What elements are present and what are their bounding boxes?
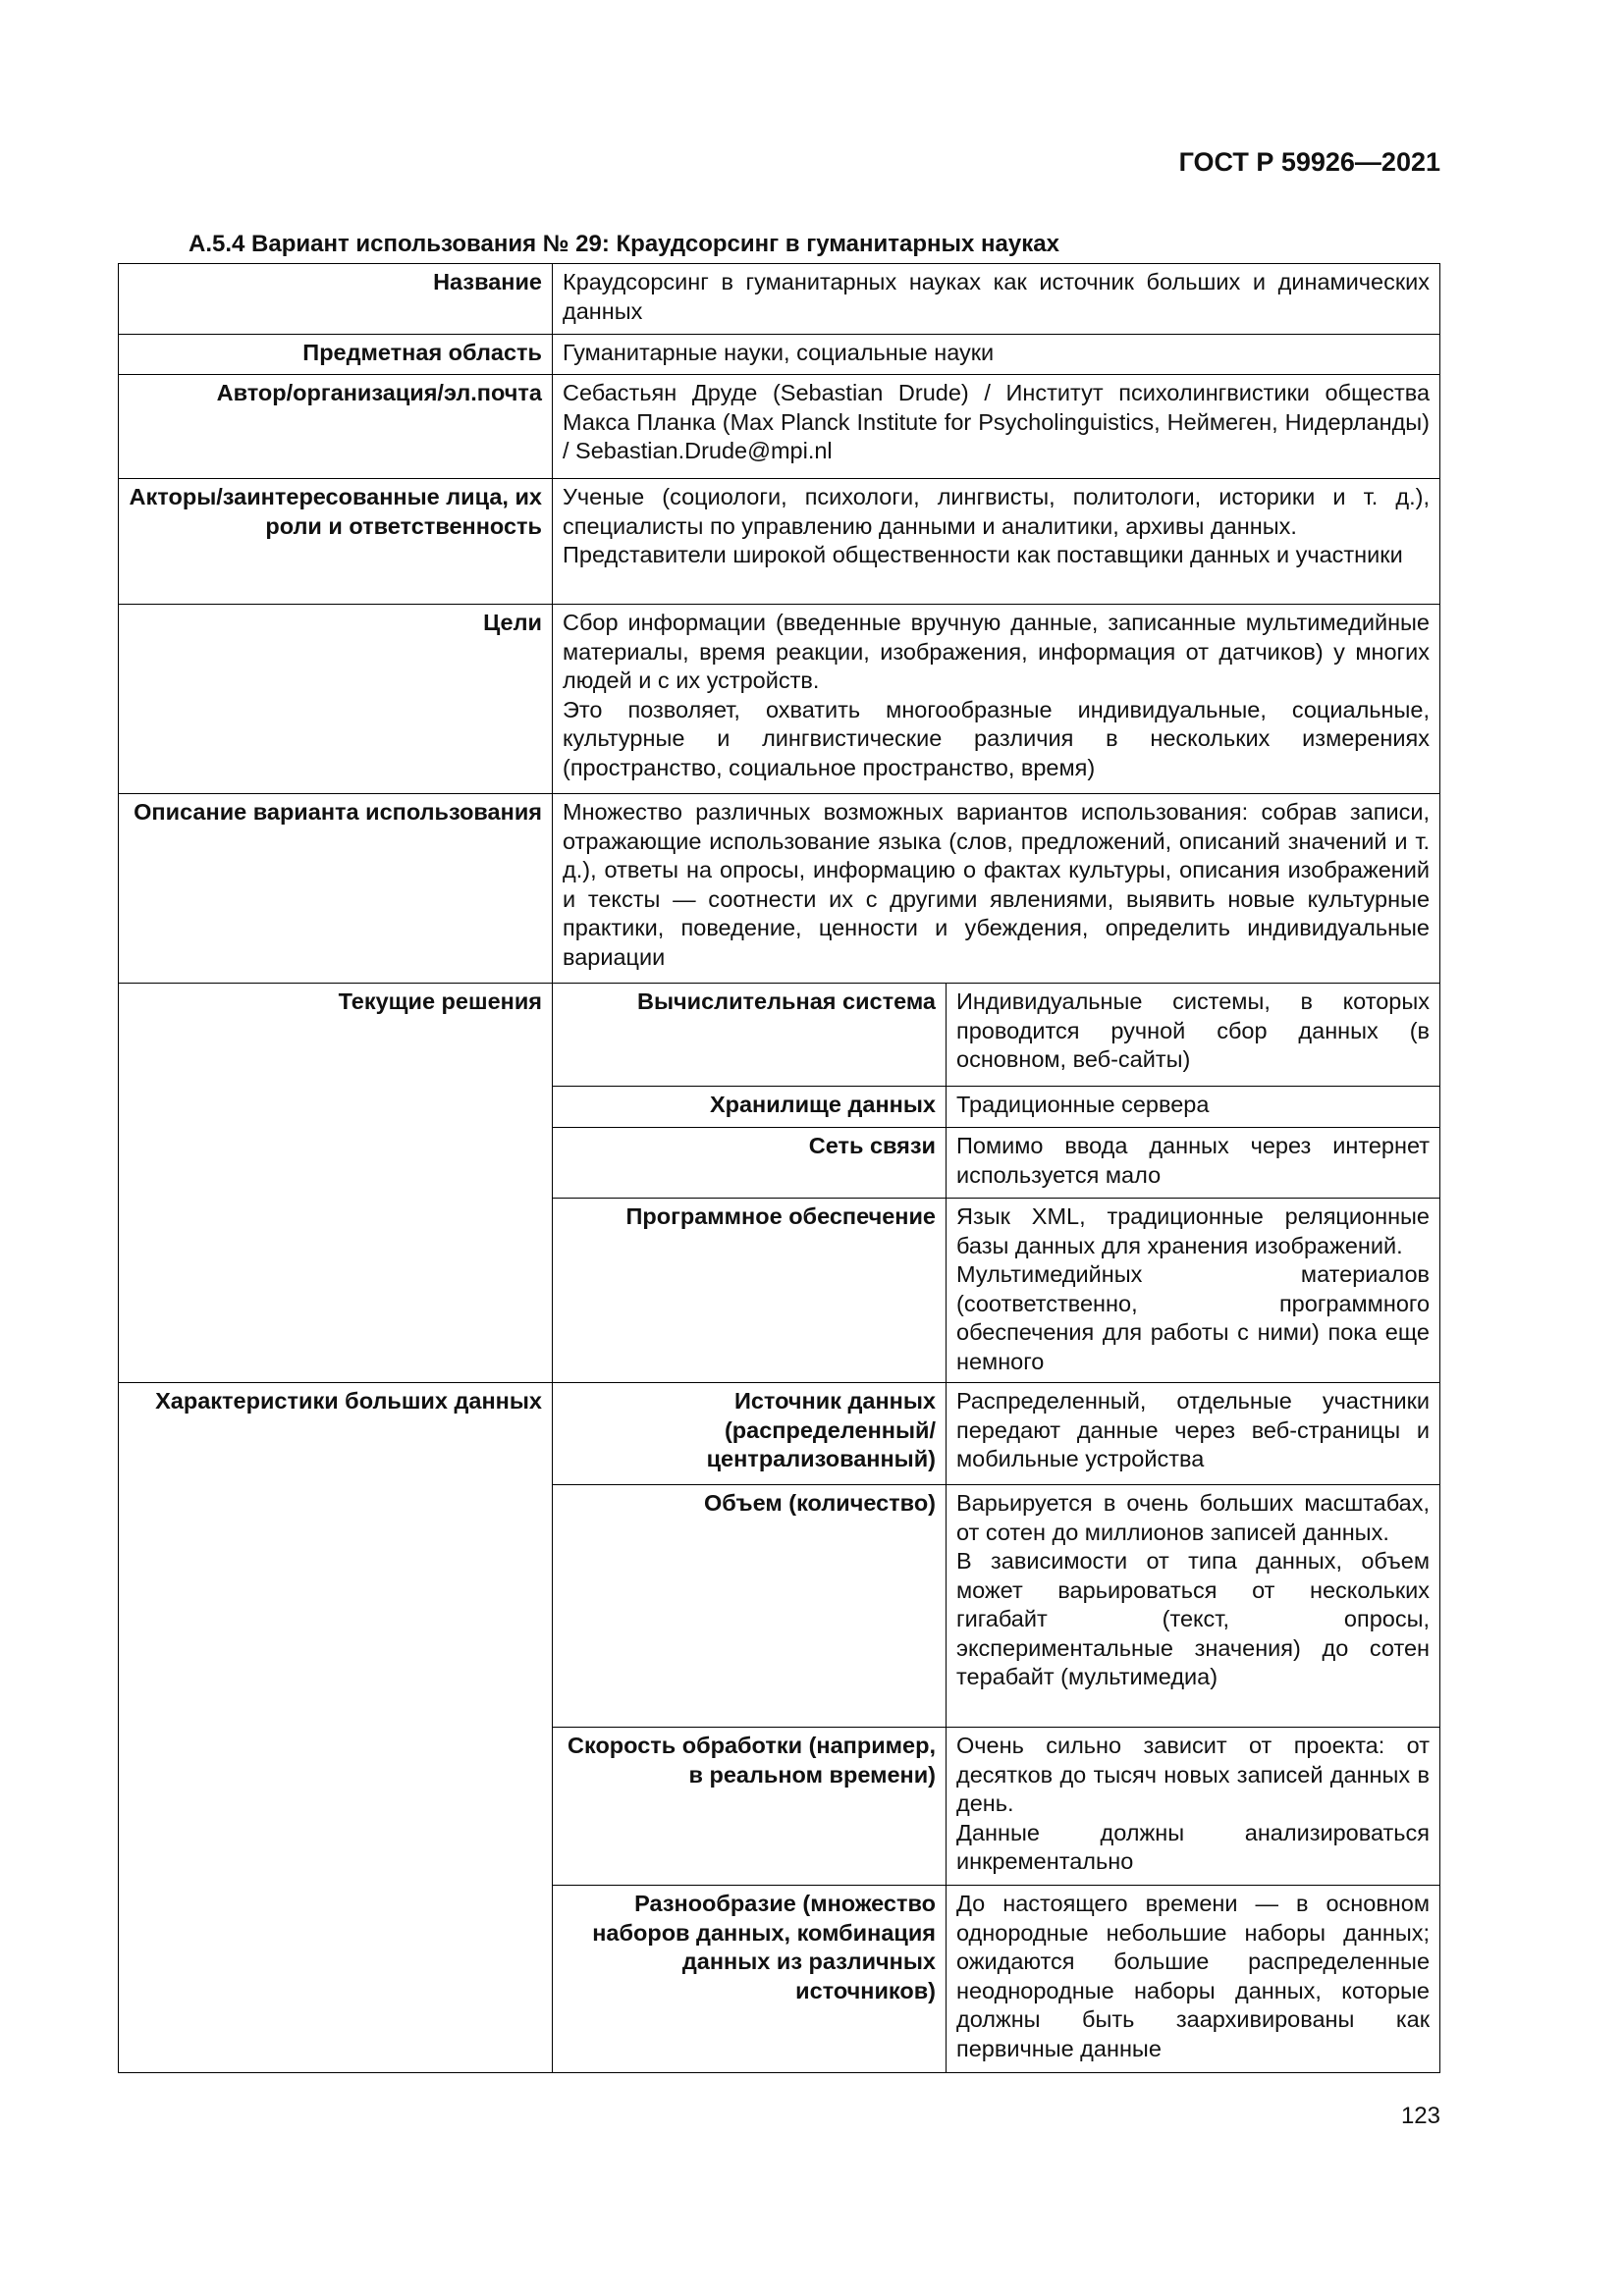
sub-row-label: Программное обеспечение	[553, 1199, 947, 1383]
row-label: Цели	[119, 605, 553, 794]
sub-row-value: Распределенный, отдельные участники передают данные через веб-страницы и мобильные устройства	[947, 1383, 1440, 1485]
sub-row-value	[947, 1728, 1440, 1886]
paragraph: Язык XML, традиционные реляционные базы данных для хранения изображений.	[956, 1203, 1431, 1258]
section-title: А.5.4 Вариант использования № 29: Краудсорсинг в гуманитарных науках	[189, 231, 1059, 257]
sub-row-value: До настоящего времени — в основном однородные небольшие наборы данных; ожидаются большие распределенные неоднородные наборы данных, которые должны быть заархивированы как первичные данные	[947, 1886, 1440, 2073]
sub-row-label: Разнообразие (множество наборов данных, комбинация данных из различных источников)	[553, 1886, 947, 2073]
row-value: Множество различных возможных вариантов использования: собрав записи, отражающие использование языка (слов, предложений, описаний значений и т. д.), ответы на опросы, информацию о фактах культуры, описания изображений и тексты — соотнести их с другими явлениями, выявить новые культурные практики, поведение, ценности и убеждения, определить индивидуальные вариации	[553, 794, 1440, 984]
row-label: Автор/организация/эл.почта	[119, 375, 553, 479]
paragraph: Очень сильно зависит от проекта: от десятков до тысяч новых записей данных в день.	[956, 1733, 1431, 1816]
table-row-actors	[119, 479, 1440, 605]
paragraph: Сбор информации (введенные вручную данные, записанные мультимедийные материалы, время реакции, изображения, информация от датчиков) у многих людей и с их устройств.	[563, 610, 1431, 693]
sub-row-value	[947, 1199, 1440, 1383]
table-row-name	[119, 264, 1440, 335]
use-case-table	[118, 263, 1440, 2073]
table-row-description	[119, 794, 1440, 984]
table-row-current-compute	[119, 984, 1440, 1087]
table-row-author	[119, 375, 1440, 479]
row-value	[553, 479, 1440, 605]
row-label: Акторы/заинтересованные лица, их роли и ответственность	[119, 479, 553, 605]
sub-row-label: Скорость обработки (например, в реальном времени)	[553, 1728, 947, 1886]
row-value: Краудсорсинг в гуманитарных науках как источник больших и динамических данных	[553, 264, 1440, 335]
sub-row-label: Источник данных (распределенный/ централизованный)	[553, 1383, 947, 1485]
paragraph: Ученые (социологи, психологи, лингвисты, политологи, историки и т. д.), специалисты по управлению данными и аналитики, архивы данных.	[563, 484, 1431, 539]
paragraph: Данные должны анализироваться инкрементально	[956, 1819, 1431, 1874]
page-number: 123	[1400, 2103, 1440, 2129]
paragraph: Мультимедийных материалов (соответственно, программного обеспечения для работы с ними) пока еще немного	[956, 1261, 1431, 1374]
paragraph: Варьируется в очень больших масштабах, от сотен до миллионов записей данных.	[956, 1490, 1431, 1545]
sub-row-label: Хранилище данных	[553, 1087, 947, 1128]
table-row-goals	[119, 605, 1440, 794]
table-row-bigdata-source	[119, 1383, 1440, 1485]
paragraph: В зависимости от типа данных, объем может варьироваться от нескольких гигабайт (текст, опросы, экспериментальные значения) до сотен терабайт (мультимедиа)	[956, 1548, 1431, 1689]
sub-row-value: Помимо ввода данных через интернет используется мало	[947, 1128, 1440, 1199]
paragraph: Это позволяет, охватить многообразные индивидуальные, социальные, культурные и лингвистические различия в нескольких измерениях (пространство, социальное пространство, время)	[563, 696, 1431, 780]
row-label: Описание варианта использования	[119, 794, 553, 984]
row-label: Характеристики больших данных	[119, 1383, 553, 2073]
row-label: Предметная область	[119, 335, 553, 375]
row-value	[553, 605, 1440, 794]
row-label: Название	[119, 264, 553, 335]
row-value: Гуманитарные науки, социальные науки	[553, 335, 1440, 375]
row-label: Текущие решения	[119, 984, 553, 1383]
paragraph: Представители широкой общественности как поставщики данных и участники	[563, 542, 1403, 567]
table-row-domain	[119, 335, 1440, 375]
sub-row-label: Объем (количество)	[553, 1485, 947, 1728]
sub-row-value	[947, 1485, 1440, 1728]
sub-row-label: Вычислительная система	[553, 984, 947, 1087]
sub-row-value: Традиционные сервера	[947, 1087, 1440, 1128]
row-value: Себастьян Друде (Sebastian Drude) / Институт психолингвистики общества Макса Планка (Max Planck Institute for Psycholinguistics, Неймеген, Нидерланды) / Sebastian.Drude@mpi.nl	[553, 375, 1440, 479]
document-standard-number: ГОСТ Р 59926—2021	[1178, 147, 1440, 177]
sub-row-label: Сеть связи	[553, 1128, 947, 1199]
sub-row-value: Индивидуальные системы, в которых проводится ручной сбор данных (в основном, веб-сайты)	[947, 984, 1440, 1087]
